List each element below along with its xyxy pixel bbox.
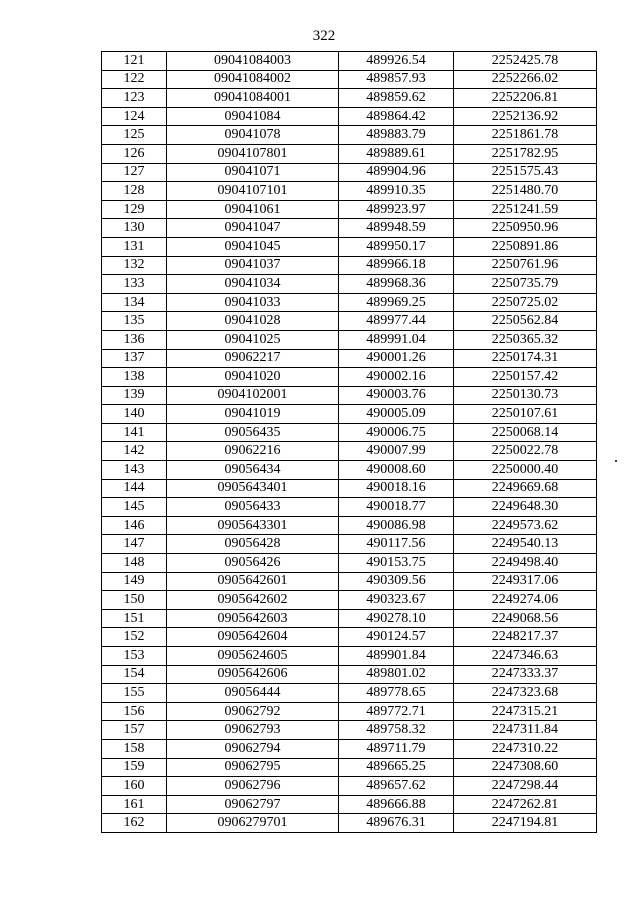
row-index-cell: 127 — [102, 163, 167, 182]
x-coordinate-cell: 489711.79 — [339, 739, 454, 758]
point-id-cell: 09062797 — [167, 795, 339, 814]
point-id-cell: 0905642603 — [167, 609, 339, 628]
y-coordinate-cell: 2250000.40 — [454, 461, 597, 480]
table-row — [102, 405, 597, 424]
row-index-cell: 145 — [102, 498, 167, 517]
y-coordinate-cell: 2249317.06 — [454, 572, 597, 591]
x-coordinate-cell: 489910.35 — [339, 182, 454, 201]
x-coordinate-cell: 490018.16 — [339, 479, 454, 498]
point-id-cell: 09041034 — [167, 275, 339, 294]
point-id-cell: 09062216 — [167, 442, 339, 461]
y-coordinate-cell: 2250562.84 — [454, 312, 597, 331]
row-index-cell: 121 — [102, 52, 167, 71]
row-index-cell: 159 — [102, 758, 167, 777]
x-coordinate-cell: 489857.93 — [339, 70, 454, 89]
y-coordinate-cell: 2249068.56 — [454, 609, 597, 628]
x-coordinate-cell: 489950.17 — [339, 237, 454, 256]
y-coordinate-cell: 2251575.43 — [454, 163, 597, 182]
y-coordinate-cell: 2250130.73 — [454, 386, 597, 405]
x-coordinate-cell: 489977.44 — [339, 312, 454, 331]
table-row — [102, 498, 597, 517]
x-coordinate-cell: 489758.32 — [339, 721, 454, 740]
coordinates-table-body — [102, 52, 597, 833]
point-id-cell: 09056444 — [167, 684, 339, 703]
table-row — [102, 126, 597, 145]
point-id-cell: 0904102001 — [167, 386, 339, 405]
row-index-cell: 135 — [102, 312, 167, 331]
y-coordinate-cell: 2251241.59 — [454, 200, 597, 219]
row-index-cell: 155 — [102, 684, 167, 703]
y-coordinate-cell: 2252136.92 — [454, 107, 597, 126]
table-row — [102, 516, 597, 535]
row-index-cell: 144 — [102, 479, 167, 498]
x-coordinate-cell: 490086.98 — [339, 516, 454, 535]
point-id-cell: 0905642606 — [167, 665, 339, 684]
table-row — [102, 572, 597, 591]
table-row — [102, 52, 597, 71]
y-coordinate-cell: 2248217.37 — [454, 628, 597, 647]
point-id-cell: 0905643401 — [167, 479, 339, 498]
x-coordinate-cell: 489948.59 — [339, 219, 454, 238]
x-coordinate-cell: 489889.61 — [339, 144, 454, 163]
x-coordinate-cell: 490008.60 — [339, 461, 454, 480]
y-coordinate-cell: 2251782.95 — [454, 144, 597, 163]
table-row — [102, 647, 597, 666]
x-coordinate-cell: 489926.54 — [339, 52, 454, 71]
row-index-cell: 130 — [102, 219, 167, 238]
point-id-cell: 09041033 — [167, 293, 339, 312]
row-index-cell: 137 — [102, 349, 167, 368]
table-row — [102, 554, 597, 573]
x-coordinate-cell: 489666.88 — [339, 795, 454, 814]
table-row — [102, 368, 597, 387]
y-coordinate-cell: 2252266.02 — [454, 70, 597, 89]
y-coordinate-cell: 2249669.68 — [454, 479, 597, 498]
point-id-cell: 09041084003 — [167, 52, 339, 71]
y-coordinate-cell: 2250157.42 — [454, 368, 597, 387]
point-id-cell: 09041019 — [167, 405, 339, 424]
point-id-cell: 09041047 — [167, 219, 339, 238]
point-id-cell: 09062796 — [167, 777, 339, 796]
y-coordinate-cell: 2249540.13 — [454, 535, 597, 554]
y-coordinate-cell: 2250365.32 — [454, 330, 597, 349]
table-row — [102, 739, 597, 758]
point-id-cell: 09062217 — [167, 349, 339, 368]
y-coordinate-cell: 2250725.02 — [454, 293, 597, 312]
x-coordinate-cell: 489904.96 — [339, 163, 454, 182]
row-index-cell: 153 — [102, 647, 167, 666]
x-coordinate-cell: 489966.18 — [339, 256, 454, 275]
row-index-cell: 134 — [102, 293, 167, 312]
row-index-cell: 139 — [102, 386, 167, 405]
table-row — [102, 628, 597, 647]
row-index-cell: 147 — [102, 535, 167, 554]
table-row — [102, 163, 597, 182]
coordinates-table — [101, 51, 597, 833]
x-coordinate-cell: 490117.56 — [339, 535, 454, 554]
point-id-cell: 09056435 — [167, 423, 339, 442]
point-id-cell: 0906279701 — [167, 814, 339, 833]
y-coordinate-cell: 2249648.30 — [454, 498, 597, 517]
y-coordinate-cell: 2250950.96 — [454, 219, 597, 238]
table-row — [102, 814, 597, 833]
x-coordinate-cell: 490309.56 — [339, 572, 454, 591]
table-row — [102, 200, 597, 219]
point-id-cell: 09056433 — [167, 498, 339, 517]
point-id-cell: 09041037 — [167, 256, 339, 275]
y-coordinate-cell: 2247310.22 — [454, 739, 597, 758]
row-index-cell: 149 — [102, 572, 167, 591]
table-row — [102, 256, 597, 275]
point-id-cell: 09041071 — [167, 163, 339, 182]
row-index-cell: 138 — [102, 368, 167, 387]
table-row — [102, 70, 597, 89]
row-index-cell: 151 — [102, 609, 167, 628]
table-row — [102, 423, 597, 442]
y-coordinate-cell: 2249274.06 — [454, 591, 597, 610]
x-coordinate-cell: 490323.67 — [339, 591, 454, 610]
table-row — [102, 293, 597, 312]
table-row — [102, 777, 597, 796]
row-index-cell: 125 — [102, 126, 167, 145]
table-row — [102, 182, 597, 201]
point-id-cell: 09041020 — [167, 368, 339, 387]
row-index-cell: 143 — [102, 461, 167, 480]
x-coordinate-cell: 489969.25 — [339, 293, 454, 312]
table-row — [102, 107, 597, 126]
row-index-cell: 128 — [102, 182, 167, 201]
table-row — [102, 479, 597, 498]
row-index-cell: 132 — [102, 256, 167, 275]
row-index-cell: 124 — [102, 107, 167, 126]
y-coordinate-cell: 2250761.96 — [454, 256, 597, 275]
point-id-cell: 0905642602 — [167, 591, 339, 610]
row-index-cell: 123 — [102, 89, 167, 108]
table-row — [102, 219, 597, 238]
point-id-cell: 0904107101 — [167, 182, 339, 201]
table-row — [102, 275, 597, 294]
y-coordinate-cell: 2250068.14 — [454, 423, 597, 442]
y-coordinate-cell: 2247262.81 — [454, 795, 597, 814]
x-coordinate-cell: 489864.42 — [339, 107, 454, 126]
y-coordinate-cell: 2250022.78 — [454, 442, 597, 461]
table-row — [102, 609, 597, 628]
point-id-cell: 09041084002 — [167, 70, 339, 89]
table-row — [102, 349, 597, 368]
row-index-cell: 157 — [102, 721, 167, 740]
x-coordinate-cell: 489859.62 — [339, 89, 454, 108]
row-index-cell: 160 — [102, 777, 167, 796]
point-id-cell: 09041078 — [167, 126, 339, 145]
row-index-cell: 161 — [102, 795, 167, 814]
y-coordinate-cell: 2247311.84 — [454, 721, 597, 740]
y-coordinate-cell: 2247194.81 — [454, 814, 597, 833]
x-coordinate-cell: 490001.26 — [339, 349, 454, 368]
x-coordinate-cell: 489657.62 — [339, 777, 454, 796]
y-coordinate-cell: 2252206.81 — [454, 89, 597, 108]
point-id-cell: 09041028 — [167, 312, 339, 331]
point-id-cell: 0904107801 — [167, 144, 339, 163]
row-index-cell: 133 — [102, 275, 167, 294]
point-id-cell: 0905643301 — [167, 516, 339, 535]
point-id-cell: 09041045 — [167, 237, 339, 256]
x-coordinate-cell: 490003.76 — [339, 386, 454, 405]
x-coordinate-cell: 489772.71 — [339, 702, 454, 721]
x-coordinate-cell: 489968.36 — [339, 275, 454, 294]
point-id-cell: 0905642604 — [167, 628, 339, 647]
point-id-cell: 09062794 — [167, 739, 339, 758]
row-index-cell: 140 — [102, 405, 167, 424]
table-row — [102, 665, 597, 684]
point-id-cell: 09041084 — [167, 107, 339, 126]
y-coordinate-cell: 2249498.40 — [454, 554, 597, 573]
table-row — [102, 758, 597, 777]
y-coordinate-cell: 2250891.86 — [454, 237, 597, 256]
row-index-cell: 154 — [102, 665, 167, 684]
table-row — [102, 144, 597, 163]
row-index-cell: 126 — [102, 144, 167, 163]
x-coordinate-cell: 489665.25 — [339, 758, 454, 777]
point-id-cell: 09056426 — [167, 554, 339, 573]
x-coordinate-cell: 489801.02 — [339, 665, 454, 684]
y-coordinate-cell: 2247323.68 — [454, 684, 597, 703]
x-coordinate-cell: 490005.09 — [339, 405, 454, 424]
point-id-cell: 09056428 — [167, 535, 339, 554]
row-index-cell: 141 — [102, 423, 167, 442]
table-row — [102, 591, 597, 610]
row-index-cell: 150 — [102, 591, 167, 610]
table-row — [102, 535, 597, 554]
row-index-cell: 162 — [102, 814, 167, 833]
x-coordinate-cell: 489883.79 — [339, 126, 454, 145]
row-index-cell: 158 — [102, 739, 167, 758]
y-coordinate-cell: 2247315.21 — [454, 702, 597, 721]
y-coordinate-cell: 2251480.70 — [454, 182, 597, 201]
row-index-cell: 122 — [102, 70, 167, 89]
y-coordinate-cell: 2251861.78 — [454, 126, 597, 145]
row-index-cell: 156 — [102, 702, 167, 721]
y-coordinate-cell: 2247333.37 — [454, 665, 597, 684]
table-row — [102, 442, 597, 461]
x-coordinate-cell: 490007.99 — [339, 442, 454, 461]
point-id-cell: 09041025 — [167, 330, 339, 349]
x-coordinate-cell: 489991.04 — [339, 330, 454, 349]
point-id-cell: 0905642601 — [167, 572, 339, 591]
point-id-cell: 09062792 — [167, 702, 339, 721]
x-coordinate-cell: 490006.75 — [339, 423, 454, 442]
table-row — [102, 684, 597, 703]
table-row — [102, 461, 597, 480]
x-coordinate-cell: 490124.57 — [339, 628, 454, 647]
point-id-cell: 09041084001 — [167, 89, 339, 108]
x-coordinate-cell: 490002.16 — [339, 368, 454, 387]
y-coordinate-cell: 2250735.79 — [454, 275, 597, 294]
stray-mark — [615, 460, 617, 462]
x-coordinate-cell: 490153.75 — [339, 554, 454, 573]
table-row — [102, 386, 597, 405]
y-coordinate-cell: 2247308.60 — [454, 758, 597, 777]
y-coordinate-cell: 2247298.44 — [454, 777, 597, 796]
point-id-cell: 09062793 — [167, 721, 339, 740]
point-id-cell: 0905624605 — [167, 647, 339, 666]
row-index-cell: 142 — [102, 442, 167, 461]
row-index-cell: 148 — [102, 554, 167, 573]
y-coordinate-cell: 2250107.61 — [454, 405, 597, 424]
row-index-cell: 136 — [102, 330, 167, 349]
table-row — [102, 795, 597, 814]
row-index-cell: 131 — [102, 237, 167, 256]
x-coordinate-cell: 489923.97 — [339, 200, 454, 219]
row-index-cell: 152 — [102, 628, 167, 647]
row-index-cell: 146 — [102, 516, 167, 535]
row-index-cell: 129 — [102, 200, 167, 219]
x-coordinate-cell: 490278.10 — [339, 609, 454, 628]
y-coordinate-cell: 2247346.63 — [454, 647, 597, 666]
point-id-cell: 09056434 — [167, 461, 339, 480]
y-coordinate-cell: 2249573.62 — [454, 516, 597, 535]
x-coordinate-cell: 489901.84 — [339, 647, 454, 666]
table-row — [102, 237, 597, 256]
y-coordinate-cell: 2252425.78 — [454, 52, 597, 71]
point-id-cell: 09062795 — [167, 758, 339, 777]
table-row — [102, 330, 597, 349]
table-row — [102, 312, 597, 331]
y-coordinate-cell: 2250174.31 — [454, 349, 597, 368]
x-coordinate-cell: 490018.77 — [339, 498, 454, 517]
table-row — [102, 702, 597, 721]
table-row — [102, 721, 597, 740]
page-number: 322 — [312, 28, 336, 44]
table-row — [102, 89, 597, 108]
x-coordinate-cell: 489676.31 — [339, 814, 454, 833]
x-coordinate-cell: 489778.65 — [339, 684, 454, 703]
point-id-cell: 09041061 — [167, 200, 339, 219]
